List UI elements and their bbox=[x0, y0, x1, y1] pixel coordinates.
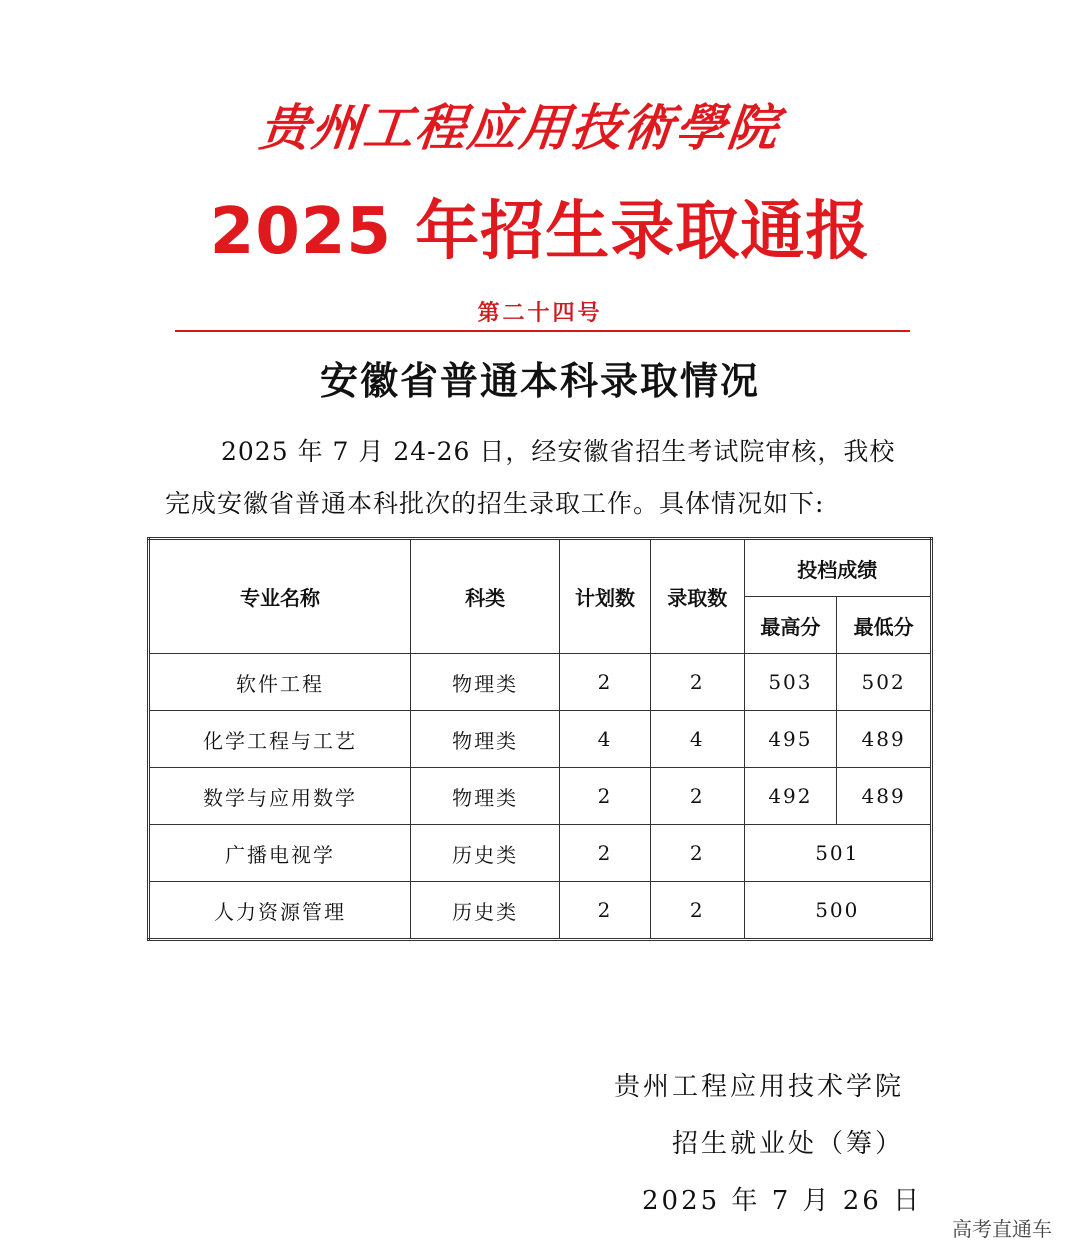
cell-plan: 2 bbox=[560, 768, 651, 825]
cell-admitted: 2 bbox=[650, 825, 744, 882]
cell-plan: 2 bbox=[560, 654, 651, 711]
cell-category: 历史类 bbox=[410, 882, 559, 940]
header-major: 专业名称 bbox=[149, 539, 411, 654]
signature-date: 2025 年 7 月 26 日 bbox=[642, 1186, 923, 1216]
intro-line-2: 完成安徽省普通本科批次的招生录取工作。具体情况如下: bbox=[165, 489, 825, 518]
cell-plan: 2 bbox=[560, 882, 651, 940]
cell-min: 489 bbox=[837, 768, 932, 825]
header-max: 最高分 bbox=[744, 597, 837, 654]
intro-line-1: 2025 年 7 月 24-26 日，经安徽省招生考试院审核，我校 bbox=[221, 437, 896, 466]
issue-number: 第二十四号 bbox=[477, 300, 603, 326]
cell-max: 492 bbox=[744, 768, 837, 825]
cell-min: 489 bbox=[837, 711, 932, 768]
cell-admitted: 2 bbox=[650, 768, 744, 825]
cell-major: 化学工程与工艺 bbox=[149, 711, 411, 768]
cell-category: 物理类 bbox=[410, 768, 559, 825]
table-row bbox=[149, 768, 932, 825]
cell-category: 物理类 bbox=[410, 711, 559, 768]
cell-max: 495 bbox=[744, 711, 837, 768]
header-admitted: 录取数 bbox=[650, 539, 744, 654]
table-row bbox=[149, 654, 932, 711]
cell-admitted: 2 bbox=[650, 882, 744, 940]
header-scores: 投档成绩 bbox=[744, 539, 931, 597]
school-logo-calligraphy: 贵州工程应用技術學院 bbox=[256, 98, 783, 157]
cell-admitted: 4 bbox=[650, 711, 744, 768]
cell-score: 501 bbox=[744, 825, 931, 882]
cell-major: 数学与应用数学 bbox=[149, 768, 411, 825]
admission-table bbox=[147, 537, 933, 941]
intro-paragraph bbox=[165, 426, 965, 530]
cell-major: 人力资源管理 bbox=[149, 882, 411, 940]
cell-min: 502 bbox=[837, 654, 932, 711]
header-category: 科类 bbox=[410, 539, 559, 654]
cell-admitted: 2 bbox=[650, 654, 744, 711]
table-row bbox=[149, 825, 932, 882]
watermark: 高考直通车 bbox=[952, 1217, 1052, 1241]
cell-plan: 2 bbox=[560, 825, 651, 882]
cell-category: 物理类 bbox=[410, 654, 559, 711]
signature-dept: 招生就业处（筹） bbox=[672, 1129, 905, 1159]
cell-plan: 4 bbox=[560, 711, 651, 768]
cell-score: 500 bbox=[744, 882, 931, 940]
signature-org: 贵州工程应用技术学院 bbox=[614, 1072, 905, 1102]
header-min: 最低分 bbox=[837, 597, 932, 654]
document-title: 2025 年招生录取通报 bbox=[209, 195, 871, 269]
cell-category: 历史类 bbox=[410, 825, 559, 882]
header-plan: 计划数 bbox=[560, 539, 651, 654]
table-row bbox=[149, 882, 932, 940]
table-row bbox=[149, 711, 932, 768]
cell-major: 软件工程 bbox=[149, 654, 411, 711]
cell-max: 503 bbox=[744, 654, 837, 711]
cell-major: 广播电视学 bbox=[149, 825, 411, 882]
red-divider bbox=[175, 330, 910, 332]
section-heading: 安徽省普通本科录取情况 bbox=[319, 358, 760, 403]
